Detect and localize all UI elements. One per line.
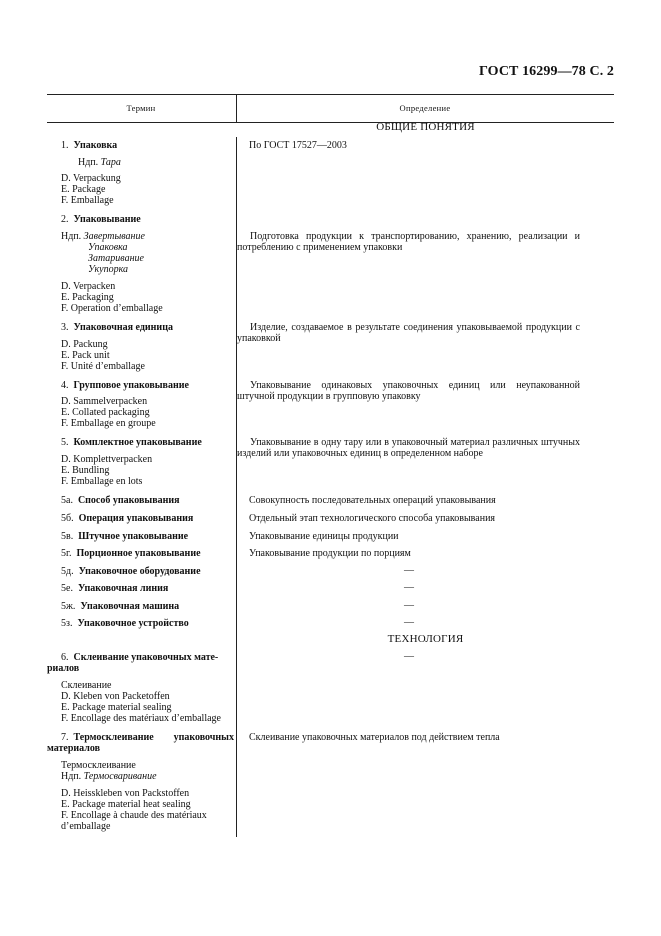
term-1-name: Упаковка: [73, 140, 118, 151]
term-1-ndp: Ндп. Тара: [78, 157, 121, 168]
term-3-en: E. Pack unit: [61, 350, 110, 361]
term-1-en: E. Package: [61, 184, 106, 195]
term-6-de: D. Kleben von Packetoffen: [61, 691, 170, 702]
term-6-en: E. Package material sealing: [61, 702, 172, 713]
column-header-term: Термин: [126, 103, 156, 113]
definition-1: По ГОСТ 17527—2003: [249, 140, 347, 151]
term-3: 3. Упаковочная единица: [61, 322, 173, 333]
term-3-de: D. Packung: [61, 339, 108, 350]
term-5-fr: F. Emballage en lots: [61, 476, 143, 487]
term-5e: 5е. Упаковочная линия: [61, 583, 169, 594]
term-5-de: D. Komplettverpacken: [61, 454, 153, 465]
definition-5d: —: [404, 565, 414, 576]
term-4-en: E. Collated packaging: [61, 407, 150, 418]
term-7: 7. Термосклеивание упаковочных: [61, 732, 234, 743]
term-7-synonym: Термосклеивание: [61, 760, 136, 771]
term-2-ndp: Ндп. Завертывание: [61, 231, 145, 242]
definition-5a: Совокупность последовательных операций упаковывания: [249, 495, 496, 506]
term-7-en: E. Package material heat sealing: [61, 799, 191, 810]
term-5b: 5б. Операция упаковывания: [61, 513, 194, 524]
term-2-fr: F. Operation d’emballage: [61, 303, 163, 314]
term-6-line-2: риалов: [47, 663, 80, 674]
term-6: 6. Склеивание упаковочных мате-: [61, 652, 219, 663]
definition-5g: Упаковывание продукции по порциям: [249, 548, 411, 559]
section-heading-general: ОБЩИЕ ПОНЯТИЯ: [376, 121, 475, 133]
definition-5zh: —: [404, 600, 414, 611]
term-2-ndp-2: Упаковка: [88, 242, 128, 253]
term-7-line-2: материалов: [47, 743, 101, 754]
definition-5z: —: [404, 617, 414, 628]
term-6-synonym: Склеивание: [61, 680, 112, 691]
term-6-fr: F. Encollage des matériaux d’emballage: [61, 713, 221, 724]
definition-3: Изделие, создаваемое в результате соединения упаковываемой продукции с упаковкой: [237, 322, 580, 344]
term-3-fr: F. Unité d’emballage: [61, 361, 145, 372]
term-1: [61, 140, 117, 151]
column-divider-header: [236, 94, 237, 122]
term-5g: 5г. Порционное упаковывание: [61, 548, 201, 559]
term-5a: 5а. Способ упаковывания: [61, 495, 180, 506]
term-5z: 5з. Упаковочное устройство: [61, 618, 189, 629]
term-7-ndp: Ндп. Термосваривание: [61, 771, 157, 782]
definition-5: Упаковывание в одну тару или в упаковочный материал различных штучных изделий или упаковочных единиц в определенном наборе: [237, 437, 580, 459]
term-4-fr: F. Emballage en groupe: [61, 418, 156, 429]
term-1-fr: F. Emballage: [61, 195, 114, 206]
page-header: ГОСТ 16299—78 С. 2: [479, 64, 614, 79]
term-5zh: 5ж. Упаковочная машина: [61, 601, 180, 612]
definition-5b: Отдельный этап технологического способа упаковывания: [249, 513, 496, 524]
table-header: [47, 94, 614, 123]
term-5v: 5в. Штучное упаковывание: [61, 531, 189, 542]
term-2-ndp-4: Укупорка: [88, 264, 129, 275]
definition-6: —: [404, 651, 414, 662]
term-5d: 5д. Упаковочное оборудование: [61, 566, 201, 577]
term-2: 2. Упаковывание: [61, 214, 141, 225]
definition-2: Подготовка продукции к транспортированию, хранению, реализации и потреблению с применением упаковки: [237, 231, 580, 253]
column-header-definition: Определение: [399, 103, 451, 113]
term-7-fr: F. Encollage à chaude des matériaux: [61, 810, 207, 821]
term-2-de: D. Verpacken: [61, 281, 116, 292]
definition-5e: —: [404, 582, 414, 593]
term-7-fr-line-2: d’emballage: [61, 821, 111, 832]
section-heading-technology: ТЕХНОЛОГИЯ: [387, 633, 464, 645]
definition-5v: Упаковывание единицы продукции: [249, 531, 399, 542]
term-5-en: E. Bundling: [61, 465, 110, 476]
term-4-de: D. Sammelverpacken: [61, 396, 148, 407]
definition-7: Склеивание упаковочных материалов под действием тепла: [249, 732, 500, 743]
term-4: 4. Групповое упаковывание: [61, 380, 189, 391]
term-7-de: D. Heisskleben von Packstoffen: [61, 788, 190, 799]
term-1-number: 1.: [61, 140, 69, 151]
term-2-ndp-3: Затаривание: [88, 253, 144, 264]
term-1-de: D. Verpackung: [61, 173, 121, 184]
term-2-en: E. Packaging: [61, 292, 114, 303]
definition-4: Упаковывание одинаковых упаковочных единиц или неупакованной штучной продукции в групповую упаковку: [237, 380, 580, 402]
term-5: 5. Комплектное упаковывание: [61, 437, 202, 448]
